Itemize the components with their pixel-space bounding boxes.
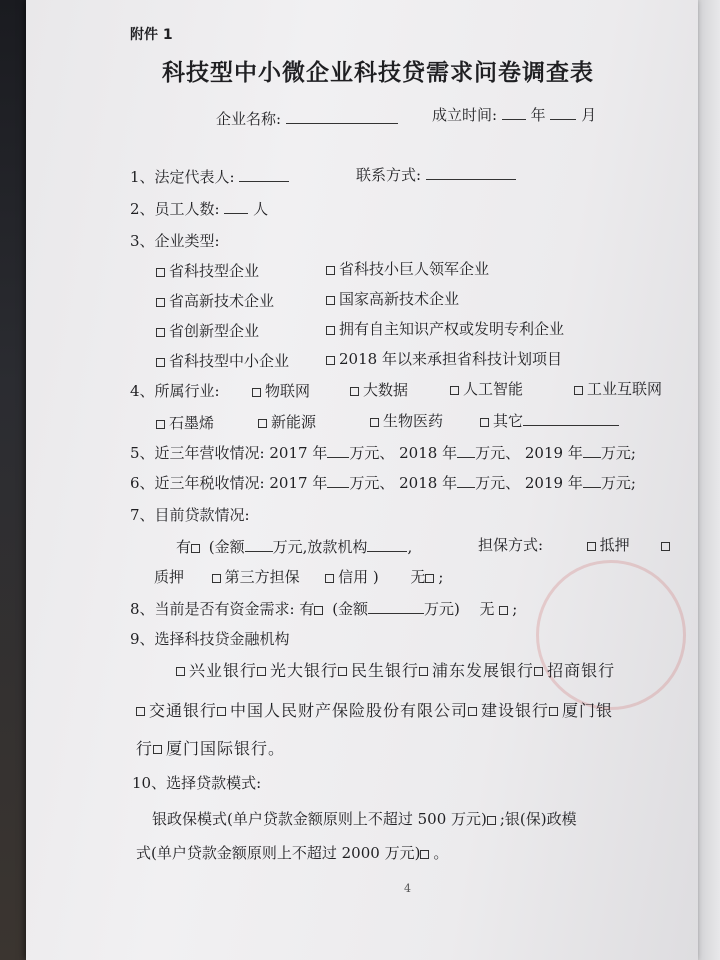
q3-option[interactable]: 省科技型中小企业 <box>156 350 289 371</box>
lending-institution-field[interactable] <box>367 537 407 552</box>
q1-label: 1、法定代表人: <box>130 168 235 186</box>
checkbox[interactable] <box>574 386 583 395</box>
legal-rep-field[interactable] <box>239 167 289 182</box>
established-month-field[interactable] <box>550 105 576 120</box>
checkbox[interactable] <box>326 296 335 305</box>
q1-contact <box>356 164 516 185</box>
guarantee-label: 担保方式: <box>478 536 544 554</box>
revenue-2017-field[interactable] <box>327 443 349 458</box>
q4-option[interactable]: 物联网 <box>252 380 310 401</box>
q10-label: 10、选择贷款模式: <box>132 774 262 792</box>
checkbox-bank[interactable] <box>338 667 347 676</box>
company-name-field[interactable] <box>286 109 398 124</box>
q1-row <box>130 166 289 187</box>
q7-row1: 有 (金额 万元,放款机构 , <box>176 538 413 556</box>
checkbox-funding-yes[interactable] <box>314 606 323 615</box>
revenue-2018-field[interactable] <box>457 443 475 458</box>
established-year-field[interactable] <box>502 105 526 120</box>
q10-line-1: 银政保模式(单户贷款金额原则上不超过 500 万元) ;银(保)政模 <box>152 810 577 828</box>
tax-2017-field[interactable] <box>327 473 349 488</box>
checkbox[interactable] <box>156 328 165 337</box>
loan-amount-field[interactable] <box>245 537 273 552</box>
year-unit: 年 <box>530 106 546 124</box>
checkbox[interactable] <box>156 268 165 277</box>
q9-label: 9、选择科技贷金融机构 <box>130 630 290 648</box>
q9-bank-row-3: 行 厦门国际银行。 <box>136 739 286 758</box>
checkbox-loan-no[interactable] <box>425 574 434 583</box>
questionnaire-page <box>26 0 698 960</box>
q6-row: 6、近三年税收情况: 2017 年 万元、 2018 年 万元、 2019 年 万元; <box>130 474 636 492</box>
checkbox-bank[interactable] <box>534 667 543 676</box>
checkbox[interactable] <box>326 326 335 335</box>
q4-option[interactable]: 生物医药 <box>370 410 443 431</box>
checkbox-bank[interactable] <box>153 745 162 754</box>
q7-guarantee: 担保方式: 抵押 <box>478 534 674 555</box>
q10-line-2: 式(单户贷款金额原则上不超过 2000 万元) 。 <box>136 844 449 862</box>
funding-amount-field[interactable] <box>368 599 424 614</box>
q7-label: 7、目前贷款情况: <box>130 506 250 524</box>
tax-2018-field[interactable] <box>457 473 475 488</box>
annex-label: 附件 1 <box>130 27 173 43</box>
q5-label: 5、近三年营收情况: <box>130 444 265 462</box>
q3-option[interactable]: 拥有自主知识产权或发明专利企业 <box>326 318 564 339</box>
q2-row <box>130 198 268 219</box>
q7-row2: 质押 第三方担保 信用 ) 无 ; <box>154 568 444 586</box>
page-number: 4 <box>404 882 411 895</box>
q4-option[interactable]: 石墨烯 <box>156 412 214 433</box>
revenue-2019-field[interactable] <box>583 443 601 458</box>
checkbox[interactable] <box>156 420 165 429</box>
checkbox-third-party[interactable] <box>212 574 221 583</box>
checkbox-bank[interactable] <box>549 707 558 716</box>
checkbox[interactable] <box>450 386 459 395</box>
employee-count-field[interactable] <box>224 199 248 214</box>
q3-label: 3、企业类型: <box>130 232 220 250</box>
company-name-row <box>216 108 398 129</box>
checkbox-bank[interactable] <box>217 707 226 716</box>
q3-option[interactable]: 国家高新技术企业 <box>326 288 459 309</box>
q5-row: 5、近三年营收情况: 2017 年 万元、 2018 年 万元、 2019 年 万元; <box>130 444 636 462</box>
checkbox-pledge[interactable] <box>661 542 670 551</box>
company-name-label: 企业名称: <box>216 110 282 128</box>
page-title: 科技型中小微企业科技贷需求问卷调查表 <box>162 59 594 86</box>
q1-contact-label: 联系方式: <box>356 166 422 184</box>
checkbox[interactable] <box>156 298 165 307</box>
q8-label: 8、当前是否有资金需求: <box>130 600 295 618</box>
q4-option[interactable]: 其它 <box>480 410 619 431</box>
checkbox-bank[interactable] <box>176 667 185 676</box>
checkbox[interactable] <box>326 266 335 275</box>
checkbox-mortgage[interactable] <box>587 542 596 551</box>
checkbox-bank[interactable] <box>468 707 477 716</box>
month-unit: 月 <box>581 106 597 124</box>
q4-label: 4、所属行业: <box>130 382 220 400</box>
q9-bank-row-2: 交通银行 中国人民财产保险股份有限公司 建设银行 厦门银 <box>136 698 613 721</box>
established-label: 成立时间: <box>432 106 498 124</box>
checkbox-bank[interactable] <box>419 667 428 676</box>
contact-field[interactable] <box>426 165 516 180</box>
checkbox-funding-no[interactable] <box>499 606 508 615</box>
q2-unit: 人 <box>253 200 269 218</box>
checkbox-mode-500[interactable] <box>487 816 496 825</box>
q4-option[interactable]: 大数据 <box>350 379 408 400</box>
checkbox[interactable] <box>258 419 267 428</box>
faded-seal-stamp <box>536 560 686 710</box>
checkbox[interactable] <box>326 356 335 365</box>
q6-label: 6、近三年税收情况: <box>130 474 265 492</box>
checkbox[interactable] <box>350 387 359 396</box>
checkbox[interactable] <box>370 418 379 427</box>
q3-option[interactable]: 省科技型企业 <box>156 260 259 281</box>
checkbox[interactable] <box>252 388 261 397</box>
checkbox-bank[interactable] <box>257 667 266 676</box>
q3-option[interactable]: 省科技小巨人领军企业 <box>326 258 489 279</box>
q9-bank-row-1: 兴业银行 光大银行 民生银行 浦东发展银行 招商银行 <box>176 658 615 681</box>
q3-option[interactable]: 省创新型企业 <box>156 320 259 341</box>
q2-label: 2、员工人数: <box>130 200 220 218</box>
q3-option[interactable]: 2018 年以来承担省科技计划项目 <box>326 348 562 369</box>
q4-option[interactable]: 人工智能 <box>450 378 523 399</box>
q8-row: 8、当前是否有资金需求: 有 (金额 万元) 无 ; <box>130 600 518 618</box>
tax-2019-field[interactable] <box>583 473 601 488</box>
checkbox-mode-2000[interactable] <box>420 850 429 859</box>
other-industry-field[interactable] <box>523 411 619 426</box>
checkbox-loan-yes[interactable] <box>191 544 200 553</box>
checkbox-bank[interactable] <box>136 707 145 716</box>
checkbox-credit[interactable] <box>325 574 334 583</box>
checkbox[interactable] <box>156 358 165 367</box>
established-row <box>432 104 596 125</box>
q3-option[interactable]: 省高新技术企业 <box>156 290 274 311</box>
checkbox[interactable] <box>480 418 489 427</box>
q4-option[interactable]: 新能源 <box>258 411 316 432</box>
q4-option[interactable]: 工业互联网 <box>574 378 662 399</box>
